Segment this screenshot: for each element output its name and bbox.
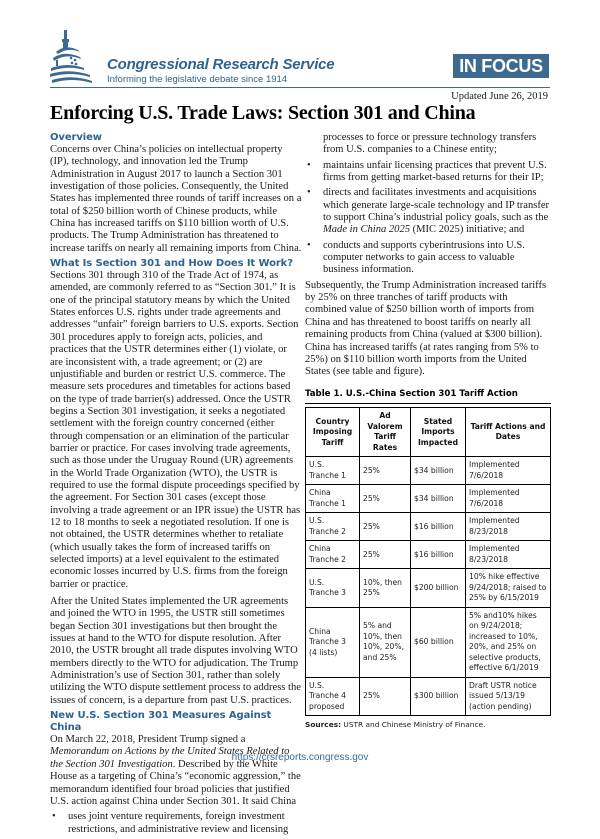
updated-date: Updated June 26, 2019 xyxy=(451,91,548,102)
table-cell: $200 billion xyxy=(411,569,466,608)
table-cell: U.S. Tranche 1 xyxy=(306,457,360,485)
table-cell: $60 billion xyxy=(411,607,466,677)
table-row xyxy=(306,677,551,716)
what-is-paragraph-1: Sections 301 through 310 of the Trade Act of 1974, as amended, are commonly referred to as “Section 301.” It is one of the principal statutory means by which the United States enforces U.S. rights under trade agreements and addresses “unfair” foreign barriers to U.S. exports. Section 301 procedures apply to foreign acts, policies, and practices that the USTR determines either (1) violate, or are inconsistent with, a trade agreement; or (2) are unjustifiable and burden or restrict U.S. commerce. The measure sets procedures and timetables for actions based on the type of trade barrier(s) addressed. Once the USTR begins a Section 301 investigation, it seeks a negotiated settlement with the foreign country concerned (either through compensation or an elimination of the particular barrier or practice. For cases involving trade agreements, such as those under the Uruguay Round (UR) agreements in the World Trade Organization (WTO), the USTR is required to use the formal dispute proceedings specified by the agreement. For Section 301 cases (except those involving a trade agreement or an IPR issue) the USTR has 12 to 18 months to seek a negotiated resolution. If one is not obtained, the USTR determines whether to retaliate (which usually takes the form of increased tariffs on selected imports) at a level equivalent to the estimated economic losses incurred by U.S. firms from the foreign barrier or practice. xyxy=(50,270,301,590)
table-cell: $300 billion xyxy=(411,677,466,716)
table-cell: $34 billion xyxy=(411,457,466,485)
table-cell: 25% xyxy=(360,541,411,569)
list-item-text: directs and facilitates investments and acquisitions which generate large-scale technology and IP transfer to support China’s industrial policy goals, such as the xyxy=(323,187,550,224)
policy-list-continued xyxy=(305,160,551,277)
table-cell: U.S. Tranche 3 xyxy=(306,569,360,608)
list-item-text: conducts and supports cyberintrusions into U.S. computer networks to gain access to valuable business information. xyxy=(323,239,525,276)
table-cell: Implemented 7/6/2018 xyxy=(466,457,551,485)
tariff-table xyxy=(305,407,551,716)
list-item xyxy=(305,240,551,277)
capitol-dome-logo-icon xyxy=(50,28,102,88)
table-title-rule xyxy=(305,403,551,405)
footer-url-link[interactable]: https://crsreports.congress.gov xyxy=(231,752,369,763)
what-is-paragraph-2: After the United States implemented the UR agreements and joined the WTO in 1995, the USTR still sometimes began Section 301 investigations but then brought the issues at hand to the WTO for dispute resolution. After 2010, the USTR brought all trade disputes involving WTO members directly to the WTO for adjudication. The Trump Administration’s use of Section 301, rather than solely utilizing the WTO dispute settlement process to address the issues of concern, is a departure from past U.S. practices. xyxy=(50,596,301,706)
list-item-continued: processes to force or pressure technology transfers from U.S. companies to a Chinese entity; xyxy=(323,132,537,156)
page-title: Enforcing U.S. Trade Laws: Section 301 and China xyxy=(50,102,476,124)
table-cell: U.S. Tranche 4 proposed xyxy=(306,677,360,716)
table-cell: China Tranche 1 xyxy=(306,485,360,513)
table-row xyxy=(306,485,551,513)
sources-text: USTR and Chinese Ministry of Finance. xyxy=(341,720,486,730)
column-header: Ad Valorem Tariff Rates xyxy=(360,408,411,457)
table-cell: Implemented 8/23/2018 xyxy=(466,541,551,569)
table-cell: $16 billion xyxy=(411,513,466,541)
column-header: Stated Imports Impacted xyxy=(411,408,466,457)
bullet-icon: • xyxy=(307,159,311,171)
column-header: Tariff Actions and Dates xyxy=(466,408,551,457)
table-title: Table 1. U.S.-China Section 301 Tariff Action xyxy=(305,388,518,399)
right-column xyxy=(305,132,551,732)
table-sources xyxy=(305,719,551,731)
in-focus-badge: IN FOCUS xyxy=(453,54,549,78)
table-cell: Implemented 8/23/2018 xyxy=(466,513,551,541)
table-cell: 10% hike effective 9/24/2018; raised to 25% by 6/15/2019 xyxy=(466,569,551,608)
overview-paragraph: Concerns over China’s policies on intellectual property (IP), technology, and innovation led the Trump Administration in August 2017 to launch a Section 301 investigation of those policies. Consequently, the United States has implemented three rounds of tariff increases on a total of $250 billion worth of Chinese products, while China has increased tariffs on $110 billion worth of U.S. products. The Trump Administration has threatened to increase tariffs on nearly all remaining imports from China. xyxy=(50,144,302,254)
policy-list xyxy=(50,811,302,836)
table-row xyxy=(306,541,551,569)
memorandum-title: Memorandum on Actions by the United States Related to the Section 301 Investigation xyxy=(50,746,290,770)
table-cell: China Tranche 3 (4 lists) xyxy=(306,607,360,677)
bullet-icon: • xyxy=(52,811,56,823)
new-measures-heading: New U.S. Section 301 Measures Against China xyxy=(50,710,272,734)
table-row xyxy=(306,513,551,541)
table-cell: Draft USTR notice issued 5/13/19 (action pending) xyxy=(466,677,551,716)
what-is-heading: What Is Section 301 and How Does It Work? xyxy=(50,258,293,270)
list-item xyxy=(50,811,302,836)
intro-text: On March 22, 2018, President Trump signed a xyxy=(50,734,246,746)
sources-label: Sources: xyxy=(305,720,342,730)
table-cell: 25% xyxy=(360,513,411,541)
table-cell: 25% xyxy=(360,677,411,716)
bullet-icon: • xyxy=(307,187,311,199)
new-measures-intro xyxy=(50,734,302,808)
list-item xyxy=(305,187,551,236)
column-header: Country Imposing Tariff xyxy=(306,408,360,457)
table-row xyxy=(306,457,551,485)
table-cell: 5% and 10%, then 10%, 20%, and 25% xyxy=(360,607,411,677)
table-cell: Implemented 7/6/2018 xyxy=(466,485,551,513)
table-cell: $34 billion xyxy=(411,485,466,513)
list-item-text: uses joint venture requirements, foreign investment restrictions, and administrative review and licensing xyxy=(68,811,289,835)
list-item xyxy=(305,160,551,185)
table-cell: $16 billion xyxy=(411,541,466,569)
left-column xyxy=(50,132,302,839)
table-row xyxy=(306,569,551,608)
overview-heading: Overview xyxy=(50,132,102,143)
mic2025-title: Made in China 2025 xyxy=(323,224,411,236)
intro-text-continued: . Described by the White House as a targeting of China’s “economic aggression,” the memorandum identified four broad policies that justified U.S. action against China under Section 301. It said China xyxy=(50,758,301,807)
table-row xyxy=(306,607,551,677)
header-divider xyxy=(50,87,550,88)
bullet-icon: • xyxy=(307,239,311,251)
table-header-row xyxy=(306,408,551,457)
table-cell: 25% xyxy=(360,485,411,513)
table-cell: China Tranche 2 xyxy=(306,541,360,569)
brand xyxy=(107,57,334,86)
org-name: Congressional Research Service xyxy=(107,56,335,73)
table-cell: 25% xyxy=(360,457,411,485)
table-cell: 5% and10% hikes on 9/24/2018; increased to 10%, 20%, and 25% on selective products, effective 6/1/2019 xyxy=(466,607,551,677)
org-tagline: Informing the legislative debate since 1914 xyxy=(107,74,288,85)
followup-paragraph: Subsequently, the Trump Administration increased tariffs by 25% on three tranches of tariff products with combined value of $250 billion worth of imports from China and has threatened to boost tariffs on nearly all remaining products from China (valued at $300 billion). China has increased tariffs (at rates ranging from 5% to 25%) on $110 billion worth imports from the United States (see table and figure). xyxy=(305,279,547,378)
list-item-text: (MIC 2025) initiative; and xyxy=(410,224,525,236)
table-cell: 10%, then 25% xyxy=(360,569,411,608)
list-item-text: maintains unfair licensing practices that prevent U.S. firms from getting market-based returns for their IP; xyxy=(323,159,547,184)
table-cell: U.S. Tranche 2 xyxy=(306,513,360,541)
